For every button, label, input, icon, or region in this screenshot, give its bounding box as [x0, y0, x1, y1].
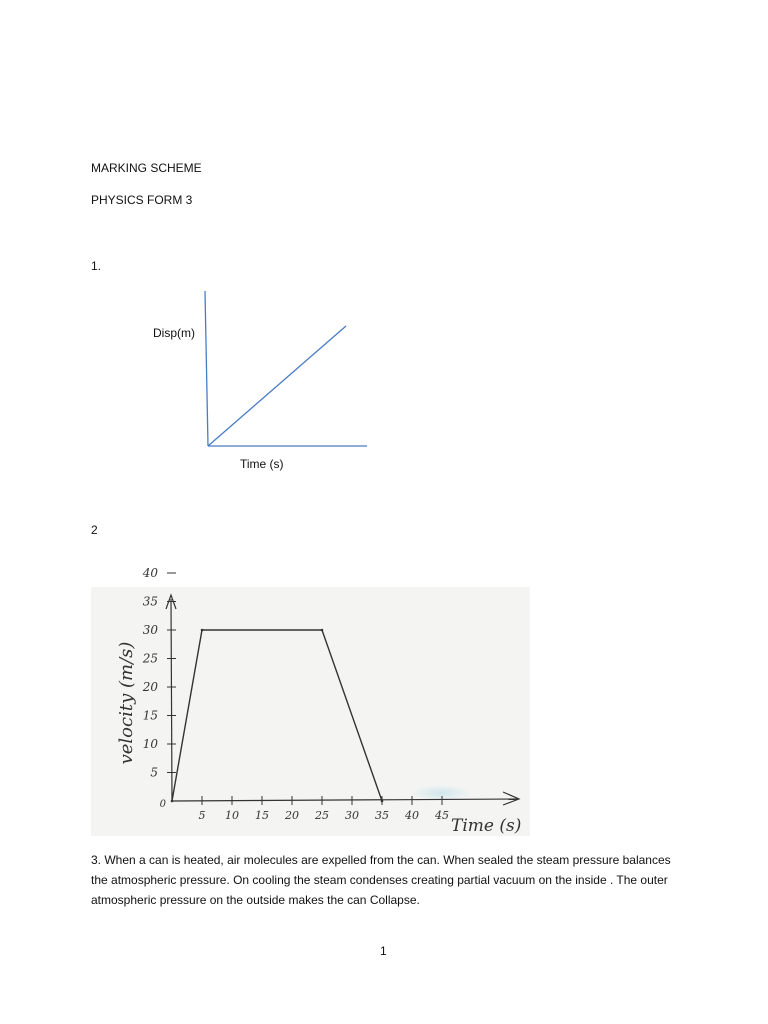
vt-axis-x	[172, 799, 517, 801]
time-axis-label: Time (s)	[240, 457, 284, 471]
question-2-number: 2	[91, 523, 98, 537]
vt-x-tick-label: 25	[315, 809, 329, 822]
vt-series-point	[381, 800, 384, 803]
page-number: 1	[380, 944, 387, 958]
vt-x-tick-label: 30	[345, 809, 359, 822]
vt-y-tick-label: 40	[142, 566, 158, 580]
vt-y-tick-label: 25	[142, 651, 158, 666]
vt-y-tick-label: 10	[142, 737, 158, 751]
vt-x-tick-label: 45	[435, 809, 449, 822]
vt-origin-label: 0	[159, 799, 166, 810]
vt-series-point	[171, 800, 174, 803]
displacement-time-svg	[140, 285, 380, 475]
question-1-number: 1.	[91, 259, 102, 273]
vt-series-point	[201, 629, 204, 632]
heading-marking-scheme: MARKING SCHEME	[91, 161, 202, 175]
heading-physics-form: PHYSICS FORM 3	[91, 193, 193, 207]
vt-x-tick-label: 10	[225, 809, 239, 822]
vt-x-tick-label: 5	[198, 809, 206, 822]
velocity-time-svg	[91, 566, 530, 836]
disp-axis-label: Disp(m)	[153, 326, 195, 340]
vt-x-tick-label: 15	[255, 809, 269, 822]
vt-x-tick-label: 20	[285, 809, 299, 822]
vt-series-line	[172, 630, 382, 801]
vt-y-tick-label: 20	[142, 680, 158, 694]
vt-y-tick-label: 30	[142, 623, 158, 637]
time-axis-label-handwritten: Time (s)	[451, 816, 522, 836]
vt-y-tick-label: 5	[150, 765, 158, 780]
paper-smudge	[411, 785, 471, 801]
vt-axis-y	[171, 599, 172, 801]
disp-axis-y	[205, 291, 208, 446]
disp-line	[208, 326, 346, 446]
vt-x-tick-label: 40	[405, 809, 419, 822]
vt-y-tick-label: 15	[142, 708, 158, 723]
vt-x-tick-label: 35	[375, 809, 389, 822]
answer-3-text: 3. When a can is heated, air molecules are expelled from the can. When sealed the steam pressure balances the atmospheric pressure. On cooling the steam condenses creating partial vacuum on the inside . The outer atmospheric pressure on the outside makes the can Collapse.	[91, 853, 671, 907]
vt-y-tick-label: 35	[142, 594, 158, 609]
velocity-time-chart	[91, 566, 530, 836]
displacement-time-graph	[140, 285, 380, 475]
vt-series-point	[321, 629, 324, 632]
velocity-axis-label: velocity (m/s)	[116, 641, 137, 765]
